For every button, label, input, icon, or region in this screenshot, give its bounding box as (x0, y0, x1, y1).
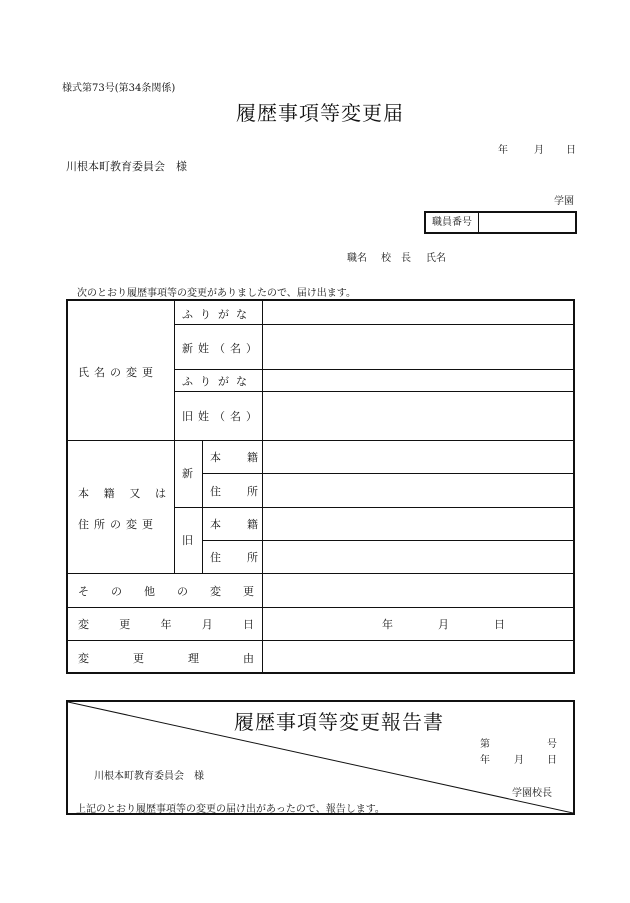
report-date-year: 年 (480, 755, 490, 766)
intro-text: 次のとおり履歴事項等の変更がありましたので、届け出ます。 (77, 288, 356, 299)
address-old-field[interactable] (263, 541, 575, 573)
addressee: 川根本町教育委員会 様 (66, 160, 187, 173)
signer-title-label: 職名 (347, 253, 367, 264)
form-title: 履歴事項等変更届 (236, 101, 404, 125)
domicile-or-address-label-1: 本 籍 又 は (78, 487, 166, 500)
domicile-old-label: 本籍 (210, 518, 284, 531)
staff-number-field[interactable] (479, 213, 575, 232)
report-addressee: 川根本町教育委員会 様 (94, 771, 204, 782)
report-principal: 学園校長 (512, 788, 552, 799)
report-title: 履歴事項等変更報告書 (234, 710, 444, 734)
report-no-go: 号 (547, 739, 557, 750)
staff-number-box (424, 211, 577, 234)
date-year-label: 年 (498, 145, 508, 156)
change-reason-label: 変 更 理 由 (78, 652, 254, 665)
old-label: 旧 (182, 534, 194, 547)
report-date-month: 月 (514, 755, 524, 766)
report-date-day: 日 (547, 755, 557, 766)
change-date-label: 変 更 年 月 日 (78, 618, 254, 631)
domicile-old-field[interactable] (263, 508, 575, 540)
report-body: 上記のとおり履歴事項等の変更の届け出があったので、報告します。 (76, 804, 385, 815)
change-table (66, 299, 575, 674)
furigana-label-1: ふりがな (182, 308, 254, 321)
form-number: 様式第73号(第34条関係) (62, 83, 176, 94)
furigana-new-field[interactable] (263, 301, 575, 324)
new-label: 新 (182, 467, 194, 480)
date-month-label: 月 (534, 145, 544, 156)
old-name-field[interactable] (263, 392, 575, 440)
change-date-month: 月 (438, 618, 450, 631)
report-no-dai: 第 (480, 739, 490, 750)
new-name-field[interactable] (263, 325, 575, 369)
school-label: 学園 (554, 196, 574, 207)
name-change-label: 氏名の変更 (78, 366, 158, 379)
signer-name-label: 氏名 (426, 253, 446, 264)
date-day-label: 日 (566, 145, 576, 156)
other-change-label: そ の 他 の 変 更 (78, 585, 254, 598)
report-box (66, 700, 575, 815)
staff-number-label: 職員番号 (426, 213, 479, 232)
furigana-label-2: ふりがな (182, 375, 254, 388)
other-change-field[interactable] (263, 574, 575, 607)
address-new-field[interactable] (263, 474, 575, 507)
signer-role: 校 長 (381, 253, 411, 264)
domicile-or-address-label-2: 住所の変更 (78, 518, 158, 531)
new-name-label: 新姓（名） (182, 342, 262, 355)
domicile-new-field[interactable] (263, 441, 575, 473)
change-date-day: 日 (494, 618, 506, 631)
change-date-year: 年 (382, 618, 394, 631)
furigana-old-field[interactable] (263, 370, 575, 391)
old-name-label: 旧姓（名） (182, 410, 262, 423)
address-new-label: 住所 (210, 485, 284, 498)
domicile-new-label: 本籍 (210, 451, 284, 464)
change-reason-field[interactable] (263, 641, 575, 672)
address-old-label: 住所 (210, 551, 284, 564)
